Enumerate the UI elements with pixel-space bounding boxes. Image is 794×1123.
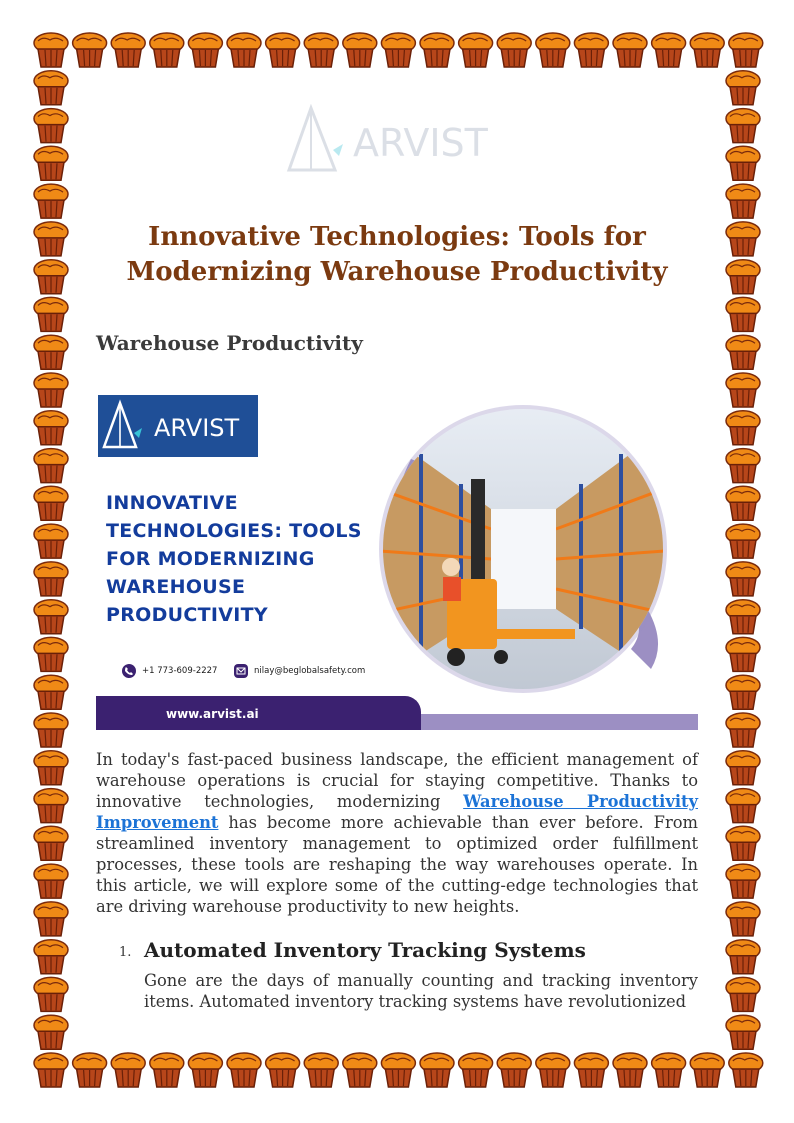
warehouse-productivity-link[interactable]: Warehouse Productivity Improvement xyxy=(96,792,698,832)
cupcake-icon xyxy=(34,675,68,709)
cupcake-icon xyxy=(34,751,68,785)
website-url: www.arvist.ai xyxy=(166,707,259,721)
cupcake-icon xyxy=(34,297,68,331)
cupcake-icon xyxy=(34,637,68,671)
contact-phone xyxy=(122,664,217,678)
cupcake-icon xyxy=(729,1053,763,1087)
lavender-strip xyxy=(421,714,698,730)
section-heading: Warehouse Productivity xyxy=(96,331,363,355)
mail-icon xyxy=(234,664,248,678)
list-item-title: Automated Inventory Tracking Systems xyxy=(144,938,586,962)
cupcake-icon xyxy=(34,562,68,596)
svg-text:ARVIST: ARVIST xyxy=(154,414,240,442)
list-item-text: Gone are the days of manually counting and tracking inventory items. Automated inventory tracking systems have revolutionized xyxy=(144,971,698,1011)
cupcake-icon xyxy=(726,297,760,331)
cupcake-icon xyxy=(726,486,760,520)
cupcake-icon xyxy=(34,373,68,407)
headline-line: INNOVATIVE xyxy=(106,492,238,514)
warehouse-photo xyxy=(351,399,691,699)
cupcake-icon xyxy=(726,71,760,105)
cupcake-icon xyxy=(726,524,760,558)
cupcake-icon xyxy=(34,1053,68,1087)
cupcake-icon xyxy=(726,864,760,898)
headline-line: FOR MODERNIZING xyxy=(106,548,315,570)
cupcake-icon xyxy=(726,335,760,369)
cupcake-icon xyxy=(34,260,68,294)
title-line-1: Innovative Technologies: Tools for xyxy=(148,222,646,252)
cupcake-icon xyxy=(726,373,760,407)
cupcake-icon xyxy=(726,637,760,671)
cupcake-icon xyxy=(34,789,68,823)
cupcake-icon xyxy=(726,562,760,596)
cupcake-icon xyxy=(726,713,760,747)
cupcake-icon xyxy=(726,146,760,180)
phone-number: +1 773-609-2227 xyxy=(142,666,218,676)
cupcake-icon xyxy=(729,33,763,67)
cupcake-icon xyxy=(34,449,68,483)
cupcake-icon xyxy=(34,411,68,445)
cupcake-icon xyxy=(34,864,68,898)
cupcake-icon xyxy=(726,675,760,709)
cupcake-icon xyxy=(34,977,68,1011)
contact-email xyxy=(234,664,365,678)
cupcake-icon xyxy=(34,222,68,256)
cupcake-icon xyxy=(726,1015,760,1049)
cupcake-icon xyxy=(34,33,68,67)
cupcake-icon xyxy=(34,109,68,143)
cupcake-icon xyxy=(726,751,760,785)
document-title xyxy=(96,220,698,290)
banner-headline xyxy=(106,489,366,629)
email-address: nilay@beglobalsafety.com xyxy=(254,666,366,676)
headline-line: WAREHOUSE xyxy=(106,576,246,598)
cupcake-icon xyxy=(726,109,760,143)
cupcake-icon xyxy=(34,940,68,974)
intro-paragraph: In today's fast-paced business landscape, the efficient management of warehouse operations is crucial for staying competitive. Thanks to innovative technologies, modernizing Warehouse Productivity Improvement has become more achievable than ever before. From streamlined inventory management to optimized order fulfillment processes, these tools are reshaping the way warehouses operate. In this article, we will explore some of the cutting-edge technologies that are driving warehouse productivity to new heights. xyxy=(96,750,698,916)
arvist-logo-faded xyxy=(281,104,501,180)
cupcake-icon xyxy=(34,146,68,180)
cupcake-icon xyxy=(726,260,760,294)
cupcake-icon xyxy=(34,826,68,860)
cupcake-icon xyxy=(34,902,68,936)
page-content xyxy=(96,0,698,1123)
phone-icon xyxy=(122,664,136,678)
cupcake-icon xyxy=(726,826,760,860)
arvist-logo-icon xyxy=(98,395,258,457)
headline-line: PRODUCTIVITY xyxy=(106,604,268,626)
logo-text: ARVIST xyxy=(353,121,488,165)
cupcake-icon xyxy=(34,600,68,634)
banner-logo xyxy=(98,395,258,457)
cupcake-icon xyxy=(34,1015,68,1049)
cupcake-icon xyxy=(726,600,760,634)
list-number: 1. xyxy=(119,945,132,960)
cupcake-icon xyxy=(726,184,760,218)
cupcake-icon xyxy=(34,524,68,558)
title-line-2: Modernizing Warehouse Productivity xyxy=(126,257,668,287)
cupcake-icon xyxy=(726,411,760,445)
cupcake-icon xyxy=(726,977,760,1011)
cupcake-icon xyxy=(726,449,760,483)
cupcake-icon xyxy=(726,940,760,974)
cupcake-icon xyxy=(34,184,68,218)
cupcake-icon xyxy=(34,486,68,520)
article-banner xyxy=(96,385,698,731)
headline-line: TECHNOLOGIES: TOOLS xyxy=(106,520,362,542)
cupcake-icon xyxy=(726,222,760,256)
cupcake-icon xyxy=(34,71,68,105)
cupcake-icon xyxy=(34,713,68,747)
cupcake-icon xyxy=(726,902,760,936)
cupcake-icon xyxy=(34,335,68,369)
cupcake-icon xyxy=(726,789,760,823)
